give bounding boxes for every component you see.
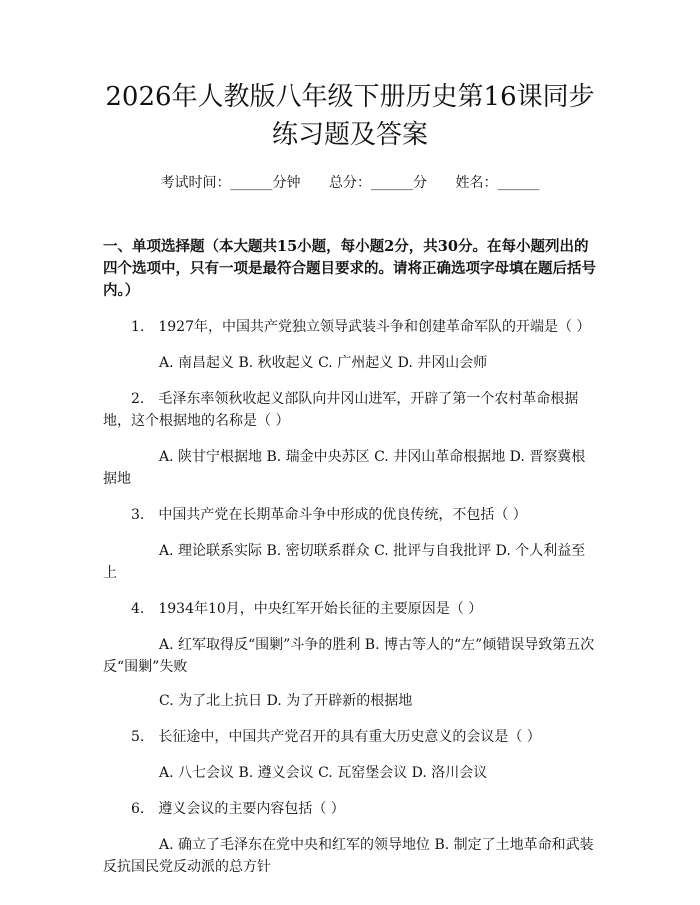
question-text: 遵义会议的主要内容包括（ ） (158, 801, 345, 817)
question-stem (103, 316, 597, 338)
question-number: 2. (131, 391, 145, 407)
question-options: A. 陕甘宁根据地 B. 瑞金中央苏区 C. 井冈山革命根据地 D. 晋察冀根据地 (103, 449, 586, 487)
question-options: A. 南昌起义 B. 秋收起义 C. 广州起义 D. 井冈山会师 (159, 355, 488, 371)
question-4 (103, 598, 597, 712)
exam-time-field: 考试时间：______分钟 (160, 175, 301, 191)
question-stem (103, 504, 597, 526)
total-score-field: 总分：______分 (329, 175, 427, 191)
question-options: A. 八七会议 B. 遵义会议 C. 瓦窑堡会议 D. 洛川会议 (159, 765, 488, 781)
title-line-1: 2026年人教版八年级下册历史第16课同步 (105, 82, 595, 112)
question-stem (103, 798, 597, 820)
exam-info (103, 172, 597, 194)
question-number: 4. (131, 601, 145, 617)
question-text: 中国共产党在长期革命斗争中形成的优良传统，不包括（ ） (158, 507, 527, 523)
question-1 (103, 316, 597, 374)
question-text: 毛泽东率领秋收起义部队向井冈山进军，开辟了第一个农村革命根据地，这个根据地的名称是（ ） (103, 391, 579, 429)
question-stem (103, 598, 597, 620)
question-number: 1. (131, 319, 145, 335)
question-list (103, 316, 597, 878)
question-options: C. 为了北上抗日 D. 为了开辟新的根据地 (159, 693, 413, 709)
question-stem (103, 388, 597, 432)
question-5 (103, 726, 597, 784)
question-options: A. 红军取得反“围剿”斗争的胜利 B. 博古等人的“左”倾错误导致第五次反“围剿”失败 (103, 637, 595, 675)
question-text: 长征途中，中国共产党召开的具有重大历史意义的会议是（ ） (158, 729, 541, 745)
section-heading: 一、单项选择题（本大题共15小题，每小题2分，共30分。在每小题列出的四个选项中，只有一项是最符合题目要求的。请将正确选项字母填在题后括号内。） (103, 238, 596, 299)
title-line-2: 练习题及答案 (271, 120, 428, 150)
question-number: 6. (131, 801, 145, 817)
question-number: 3. (131, 507, 145, 523)
question-2 (103, 388, 597, 490)
question-stem (103, 726, 597, 748)
question-text: 1934年10月，中央红军开始长征的主要原因是（ ） (158, 601, 483, 617)
question-text: 1927年，中国共产党独立领导武装斗争和创建革命军队的开端是（ ） (158, 319, 591, 335)
question-3 (103, 504, 597, 584)
question-options: A. 理论联系实际 B. 密切联系群众 C. 批评与自我批评 D. 个人利益至上 (103, 543, 586, 581)
question-number: 5. (131, 729, 145, 745)
question-6 (103, 798, 597, 878)
document-title (103, 0, 597, 154)
name-field: 姓名：______ (455, 175, 540, 191)
question-options: A. 确立了毛泽东在党中央和红军的领导地位 B. 制定了土地革命和武装反抗国民党反动派的总方针 (103, 837, 594, 875)
